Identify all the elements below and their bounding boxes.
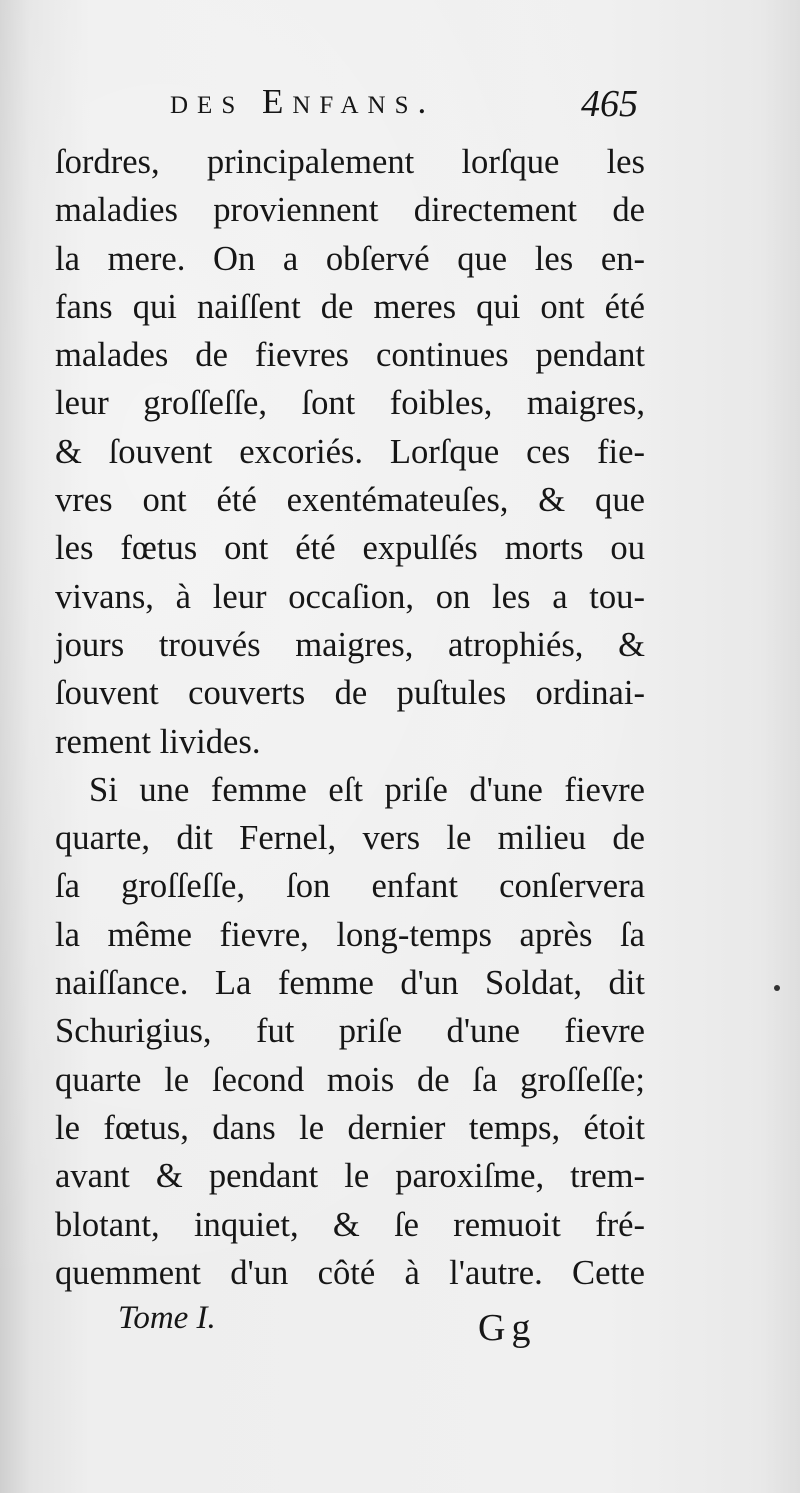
text-line: malades de fievres continues pendant: [55, 336, 645, 375]
text-line: Schurigius, fut priſe d'une fievre: [55, 1012, 645, 1051]
text-line: quemment d'un côté à l'autre. Cette: [55, 1253, 645, 1292]
paragraph-end-line: rement livides.: [55, 722, 261, 761]
text-line: la même fievre, long-temps après ſa: [55, 915, 645, 954]
text-line: & ſouvent excoriés. Lorſque ces fie-: [55, 432, 645, 471]
text-line: fans qui naiſſent de meres qui ont été: [55, 287, 645, 326]
text-line: naiſſance. La femme d'un Soldat, dit: [55, 964, 645, 1003]
paragraph-start-line: Si une femme eſt priſe d'une fievre: [89, 770, 645, 809]
volume-label: Tome I.: [118, 1300, 216, 1336]
text-line: quarte, dit Fernel, vers le milieu de: [55, 819, 645, 858]
text-line: ſouvent couverts de puſtules ordinai-: [55, 674, 645, 713]
text-line: la mere. On a obſervé que les en-: [55, 239, 645, 278]
body-text: [55, 138, 645, 1297]
page-footer: [118, 1300, 558, 1360]
text-line: quarte le ſecond mois de ſa groſſeſſe;: [55, 1060, 645, 1099]
text-line: vivans, à leur occaſion, on les a tou-: [55, 577, 645, 616]
text-line: avant & pendant le paroxiſme, trem-: [55, 1157, 645, 1196]
ink-speck: [774, 985, 780, 991]
text-line: ſa groſſeſſe, ſon enfant conſervera: [55, 867, 645, 906]
text-line: leur groſſeſſe, ſont foibles, maigres,: [55, 384, 645, 423]
text-line: blotant, inquiet, & ſe remuoit fré-: [55, 1205, 645, 1244]
text-line: maladies proviennent directement de: [55, 191, 645, 230]
page-number: 465: [581, 83, 638, 125]
page-header: [170, 82, 650, 132]
text-line: le fœtus, dans le dernier temps, étoit: [55, 1108, 645, 1147]
running-title: des Enfans.: [170, 82, 436, 121]
text-line: ſordres, principalement lorſque les: [55, 143, 645, 181]
signature-mark: Gg: [478, 1307, 537, 1349]
text-line: vres ont été exentémateuſes, & que: [55, 481, 645, 520]
text-line: jours trouvés maigres, atrophiés, &: [55, 625, 645, 664]
text-line: les fœtus ont été expulſés morts ou: [55, 529, 645, 568]
